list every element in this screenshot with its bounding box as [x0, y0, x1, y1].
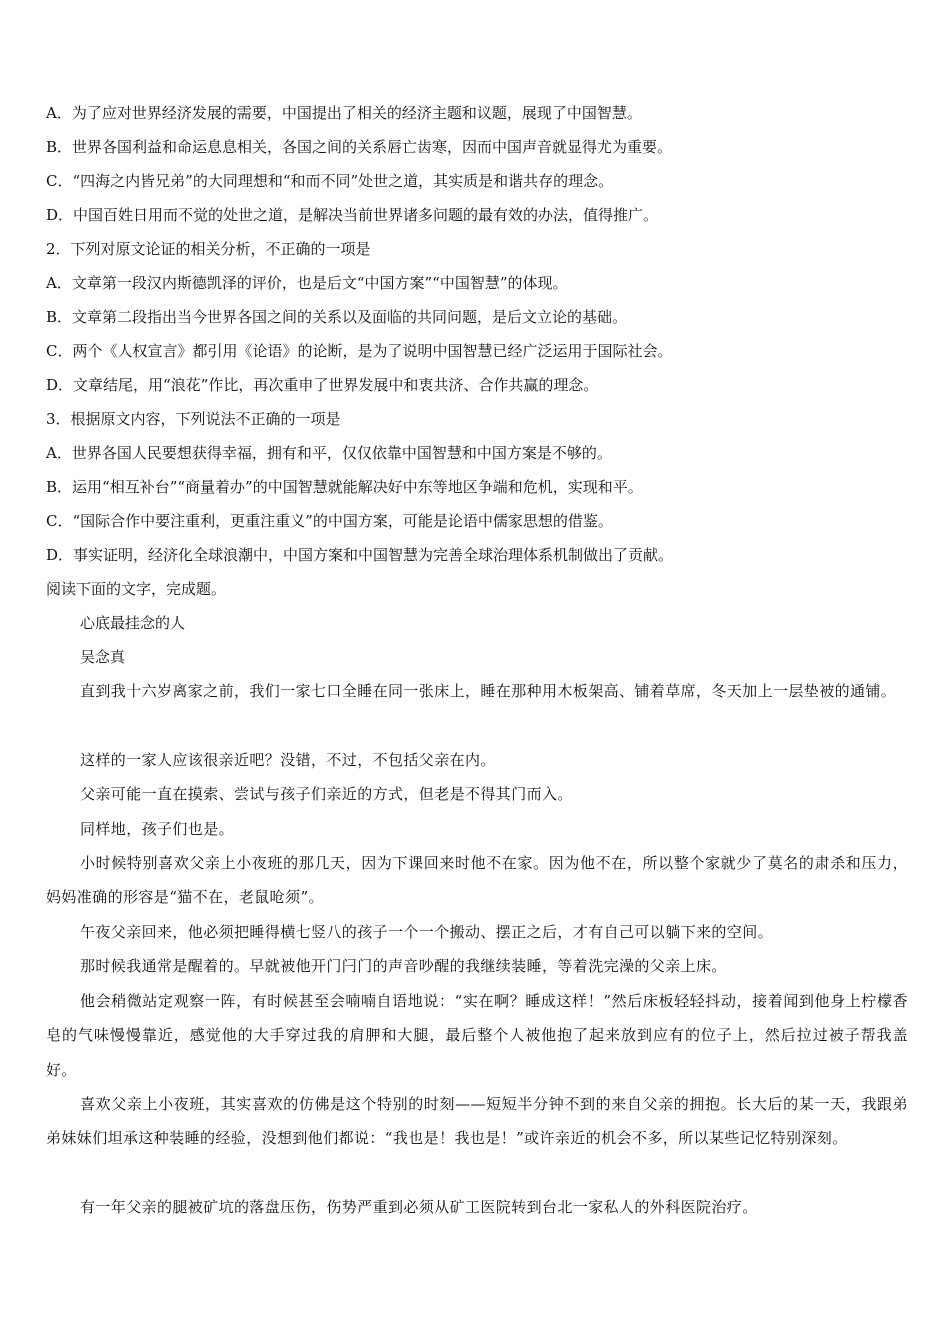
article-paragraph: 这样的一家人应该很亲近吧？没错，不过，不包括父亲在内。 [80, 751, 496, 769]
article-paragraph: 他会稍微站定观察一阵，有时候甚至会喃喃自语地说：“实在啊？睡成这样！”然后床板轻轻抖动，接着闻到他身上柠檬香皂的气味慢慢靠近，感觉他的大手穿过我的肩胛和大腿，最后整个人被他抱了起来放到应有的位子上，然后拉过被子帮我盖好。 [46, 992, 908, 1079]
article-paragraph: 小时候特别喜欢父亲上小夜班的那几天，因为下课回来时他不在家。因为他不在，所以整个家就少了莫名的肃杀和压力，妈妈准确的形容是“猫不在，老鼠呛须”。 [46, 854, 908, 907]
q1-option-c: C．“四海之内皆兄弟”的大同理想和“和而不同”处世之道，其实质是和谐共存的理念。 [46, 172, 614, 190]
article-paragraph: 那时候我通常是醒着的。早就被他开门闩门的声音吵醒的我继续装睡，等着洗完澡的父亲上床。 [80, 957, 727, 975]
reading-instruction: 阅读下面的文字，完成题。 [46, 580, 227, 598]
q1-option-d: D．中国百姓日用而不觉的处世之道，是解决当前世界诸多问题的最有效的办法，值得推广。 [46, 206, 659, 224]
article-paragraph: 直到我十六岁离家之前，我们一家七口全睡在同一张床上，睡在那种用木板架高、铺着草席，冬天加上一层垫被的通铺。 [80, 682, 897, 700]
q3-option-c: C．“国际合作中要注重利，更重注重义”的中国方案，可能是论语中儒家思想的借鉴。 [46, 512, 613, 530]
q1-option-b: B．世界各国利益和命运息息相关，各国之间的关系唇亡齿寒，因而中国声音就显得尤为重要。 [46, 138, 673, 156]
article-title: 心底最挂念的人 [80, 614, 186, 632]
article-paragraph: 父亲可能一直在摸索、尝试与孩子们亲近的方式，但老是不得其门而入。 [80, 785, 573, 803]
q3-option-b: B．运用“相互补台”“商量着办”的中国智慧就能解决好中东等地区争端和危机，实现和平。 [46, 478, 643, 496]
q2-option-d: D．文章结尾，用“浪花”作比，再次重申了世界发展中和衷共济、合作共赢的理念。 [46, 376, 599, 394]
article-paragraph: 同样地，孩子们也是。 [80, 820, 235, 838]
q2-stem: 2．下列对原文论证的相关分析，不正确的一项是 [46, 240, 371, 258]
q2-option-c: C．两个《人权宣言》都引用《论语》的论断，是为了说明中国智慧已经广泛运用于国际社会。 [46, 342, 673, 360]
article-paragraph: 午夜父亲回来，他必须把睡得横七竖八的孩子一个一个搬动、摆正之后，才有自己可以躺下来的空间。 [80, 923, 774, 941]
q2-option-b: B．文章第二段指出当今世界各国之间的关系以及面临的共同问题，是后文立论的基础。 [46, 308, 628, 326]
q3-stem: 3．根据原文内容，下列说法不正确的一项是 [46, 410, 341, 428]
q1-option-a: A．为了应对世界经济发展的需要，中国提出了相关的经济主题和议题，展现了中国智慧。 [46, 104, 642, 122]
q2-option-a: A．文章第一段汉内斯德凯泽的评价，也是后文“中国方案”“中国智慧”的体现。 [46, 274, 568, 292]
article-author: 吴念真 [80, 648, 126, 666]
q3-option-d: D．事实证明，经济化全球浪潮中，中国方案和中国智慧为完善全球治理体系机制做出了贡献。 [46, 546, 674, 564]
article-paragraph: 喜欢父亲上小夜班，其实喜欢的仿佛是这个特别的时刻——短短半分钟不到的来自父亲的拥抱。长大后的某一天，我跟弟弟妹妹们坦承这种装睡的经验，没想到他们都说：“我也是！我也是！”或许亲近的机会不多，所以某些记忆特别深刻。 [46, 1095, 908, 1148]
article-paragraph: 有一年父亲的腿被矿坑的落盘压伤，伤势严重到必须从矿工医院转到台北一家私人的外科医院治疗。 [80, 1198, 758, 1216]
q3-option-a: A．世界各国人民要想获得幸福，拥有和平，仅仅依靠中国智慧和中国方案是不够的。 [46, 444, 612, 462]
